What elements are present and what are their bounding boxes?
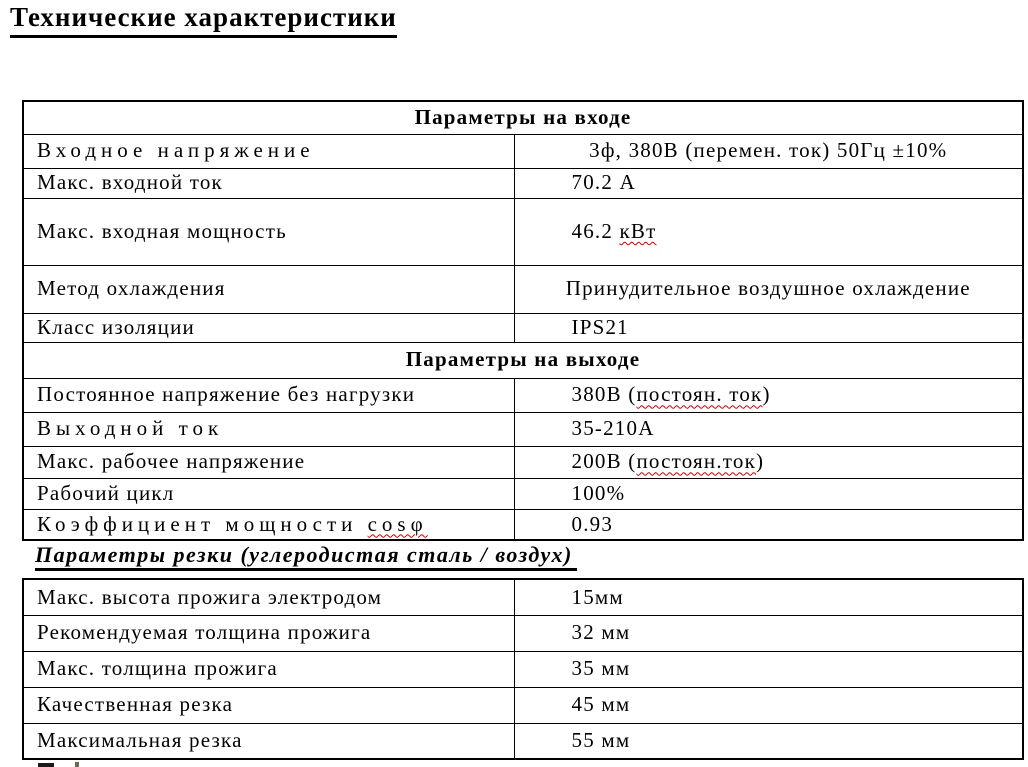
param-label: Макс. рабочее напряжение <box>23 446 514 478</box>
table-row <box>23 478 1023 509</box>
param-label: Макс. входной ток <box>23 168 514 198</box>
value-text: 380В ( <box>571 382 637 407</box>
table-row <box>23 265 1023 313</box>
param-value: IPS21 <box>514 313 1023 342</box>
param-value: 35-210А <box>514 412 1023 446</box>
section-row-output <box>23 342 1023 378</box>
param-label: Рекомендуемая толщина прожига <box>23 615 514 651</box>
param-label: Макс. высота прожига электродом <box>23 579 514 615</box>
clipped-text-fragment <box>38 763 54 767</box>
table-row <box>23 723 1023 759</box>
param-label: Входное напряжение <box>23 134 514 168</box>
value-text: 46.2 <box>571 218 620 243</box>
table-row <box>23 378 1023 412</box>
param-label: Постоянное напряжение без нагрузки <box>23 378 514 412</box>
table-row <box>23 313 1023 342</box>
table-row <box>23 446 1023 478</box>
table-row <box>23 168 1023 198</box>
param-value <box>514 446 1023 478</box>
misspelled-text: постоян. ток <box>636 382 763 407</box>
param-value: 15мм <box>514 579 1023 615</box>
cutting-params-table <box>22 578 1024 760</box>
param-label: Класс изоляции <box>23 313 514 342</box>
param-value: 35 мм <box>514 651 1023 687</box>
param-value <box>514 378 1023 412</box>
param-value: 70.2 А <box>514 168 1023 198</box>
misspelled-text: кВт <box>619 218 657 243</box>
label-text: Коэффициент мощности <box>37 511 368 536</box>
table-row <box>23 579 1023 615</box>
param-label: Выходной ток <box>23 412 514 446</box>
value-text: ) <box>756 449 765 474</box>
param-value <box>514 198 1023 265</box>
param-value: 32 мм <box>514 615 1023 651</box>
clipped-text-fragment <box>75 762 79 767</box>
section-header-input: Параметры на входе <box>23 101 1023 134</box>
page-title: Технические характеристики <box>10 3 397 38</box>
param-value: 100% <box>514 478 1023 509</box>
value-text: 200В ( <box>571 449 637 474</box>
misspelled-text: cosφ <box>367 511 428 536</box>
table-row <box>23 615 1023 651</box>
param-label: Макс. входная мощность <box>23 198 514 265</box>
table-row <box>23 134 1023 168</box>
param-label <box>23 509 514 540</box>
section-header-output: Параметры на выходе <box>23 342 1023 378</box>
table-row <box>23 509 1023 540</box>
param-value: 45 мм <box>514 687 1023 723</box>
param-label: Рабочий цикл <box>23 478 514 509</box>
misspelled-text: постоян.ток <box>636 449 756 474</box>
table-row <box>23 687 1023 723</box>
param-label: Качественная резка <box>23 687 514 723</box>
param-label: Макс. толщина прожига <box>23 651 514 687</box>
table-row <box>23 412 1023 446</box>
value-text: ) <box>762 382 771 407</box>
section-row-input <box>23 101 1023 134</box>
table-row <box>23 651 1023 687</box>
param-value: 55 мм <box>514 723 1023 759</box>
input-output-params-table <box>22 100 1024 541</box>
cutting-params-heading: Параметры резки (углеродистая сталь / воздух) <box>35 543 577 571</box>
param-value: 0.93 <box>514 509 1023 540</box>
param-value: Принудительное воздушное охлаждение <box>514 265 1023 313</box>
param-value: 3ф, 380В (перемен. ток) 50Гц ±10% <box>514 134 1023 168</box>
table-row <box>23 198 1023 265</box>
param-label: Метод охлаждения <box>23 265 514 313</box>
param-label: Максимальная резка <box>23 723 514 759</box>
clipped-next-heading <box>38 761 158 767</box>
